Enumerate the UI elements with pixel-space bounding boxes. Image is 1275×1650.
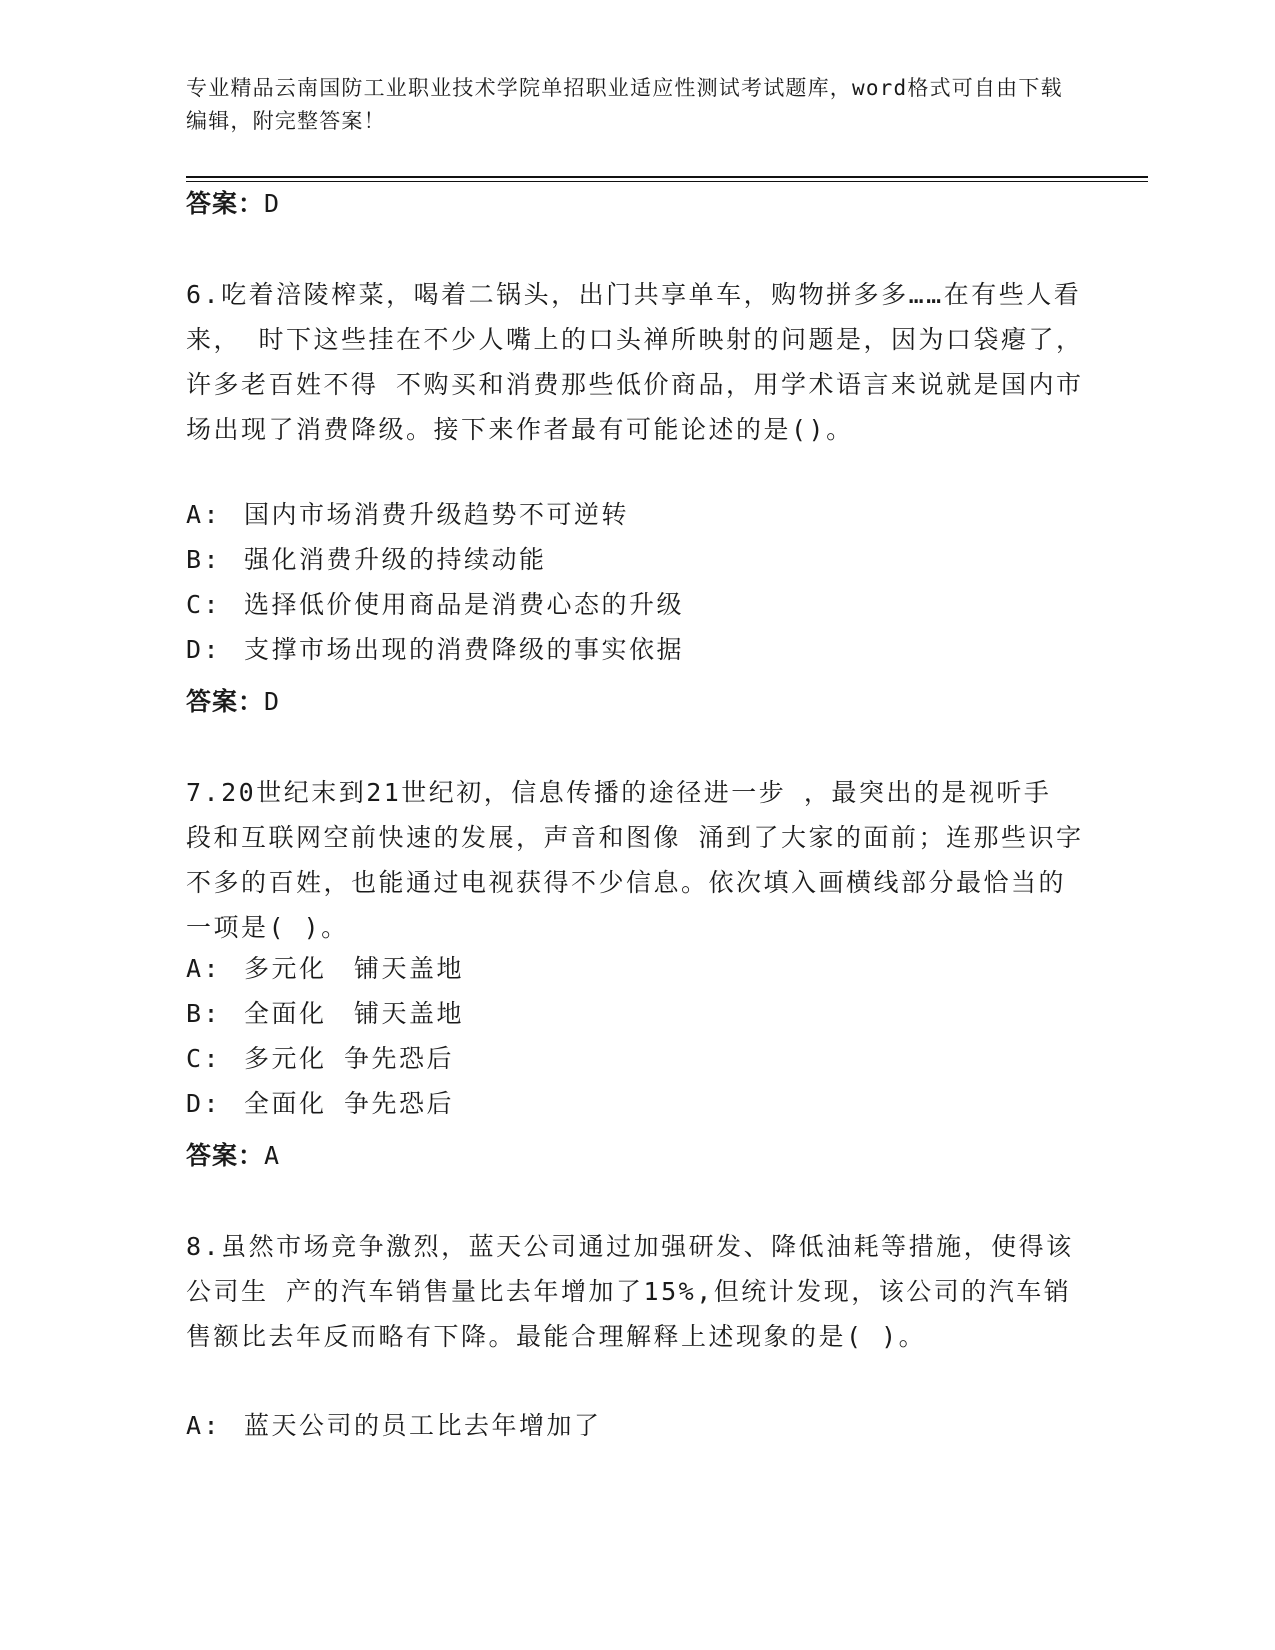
option-a [186,492,1086,537]
option-text: 强化消费升级的持续动能 [244,545,547,574]
answer-label: 答案： [186,687,265,716]
option-key: A: [186,1411,222,1440]
option-d [186,1081,1086,1126]
question-7-options [186,946,1086,1126]
option-text: 多元化 铺天盖地 [244,954,465,983]
answer-q5 [186,188,280,220]
question-8-options [186,1403,1086,1448]
option-text: 全面化 铺天盖地 [244,999,465,1028]
option-d [186,627,1086,672]
header-rule-thin [186,181,1148,182]
option-key: C: [186,590,222,619]
answer-q7 [186,1140,280,1172]
question-6-options [186,492,1086,672]
option-key: D: [186,635,222,664]
option-c [186,582,1086,627]
option-b [186,991,1086,1036]
question-6: 6.吃着涪陵榨菜，喝着二锅头，出门共享单车，购物拼多多……在有些人看来， 时下这些挂在不少人嘴上的口头禅所映射的问题是，因为口袋瘪了，许多老百姓不得 不购买和消费那些低价商品，用学术语言来说就是国内市场出现了消费降级。接下来作者最有可能论述的是()。 [186,280,1084,444]
option-text: 多元化 争先恐后 [244,1044,455,1073]
page-header: 专业精品云南国防工业职业技术学院单招职业适应性测试考试题库，word格式可自由下载编辑，附完整答案！ [186,76,1063,133]
option-text: 全面化 争先恐后 [244,1089,455,1118]
option-a [186,946,1086,991]
question-8: 8.虽然市场竞争激烈，蓝天公司通过加强研发、降低油耗等措施，使得该公司生 产的汽车销售量比去年增加了15%,但统计发现，该公司的汽车销售额比去年反而略有下降。最能合理解释上述现象的是( )。 [186,1232,1074,1351]
option-c [186,1036,1086,1081]
answer-label: 答案： [186,1141,265,1170]
option-text: 蓝天公司的员工比去年增加了 [244,1411,602,1440]
option-key: A: [186,500,222,529]
answer-label: 答案： [186,189,265,218]
option-key: D: [186,1089,222,1118]
header-rule [186,176,1148,178]
answer-q6 [186,686,280,718]
option-text: 国内市场消费升级趋势不可逆转 [244,500,630,529]
option-text: 支撑市场出现的消费降级的事实依据 [244,635,685,664]
option-key: B: [186,999,222,1028]
question-7: 7.20世纪末到21世纪初，信息传播的途径进一步 ，最突出的是视听手 段和互联网空前快速的发展，声音和图像 涌到了大家的面前；连那些识字不多的百姓，也能通过电视获得不少信息。依次填入画横线部分最恰当的一项是( )。 [186,778,1084,942]
answer-value: A [264,1141,281,1170]
option-b [186,537,1086,582]
option-key: A: [186,954,222,983]
option-key: B: [186,545,222,574]
option-key: C: [186,1044,222,1073]
option-text: 选择低价使用商品是消费心态的升级 [244,590,685,619]
answer-value: D [264,687,281,716]
option-a [186,1403,1086,1448]
answer-value: D [264,189,281,218]
